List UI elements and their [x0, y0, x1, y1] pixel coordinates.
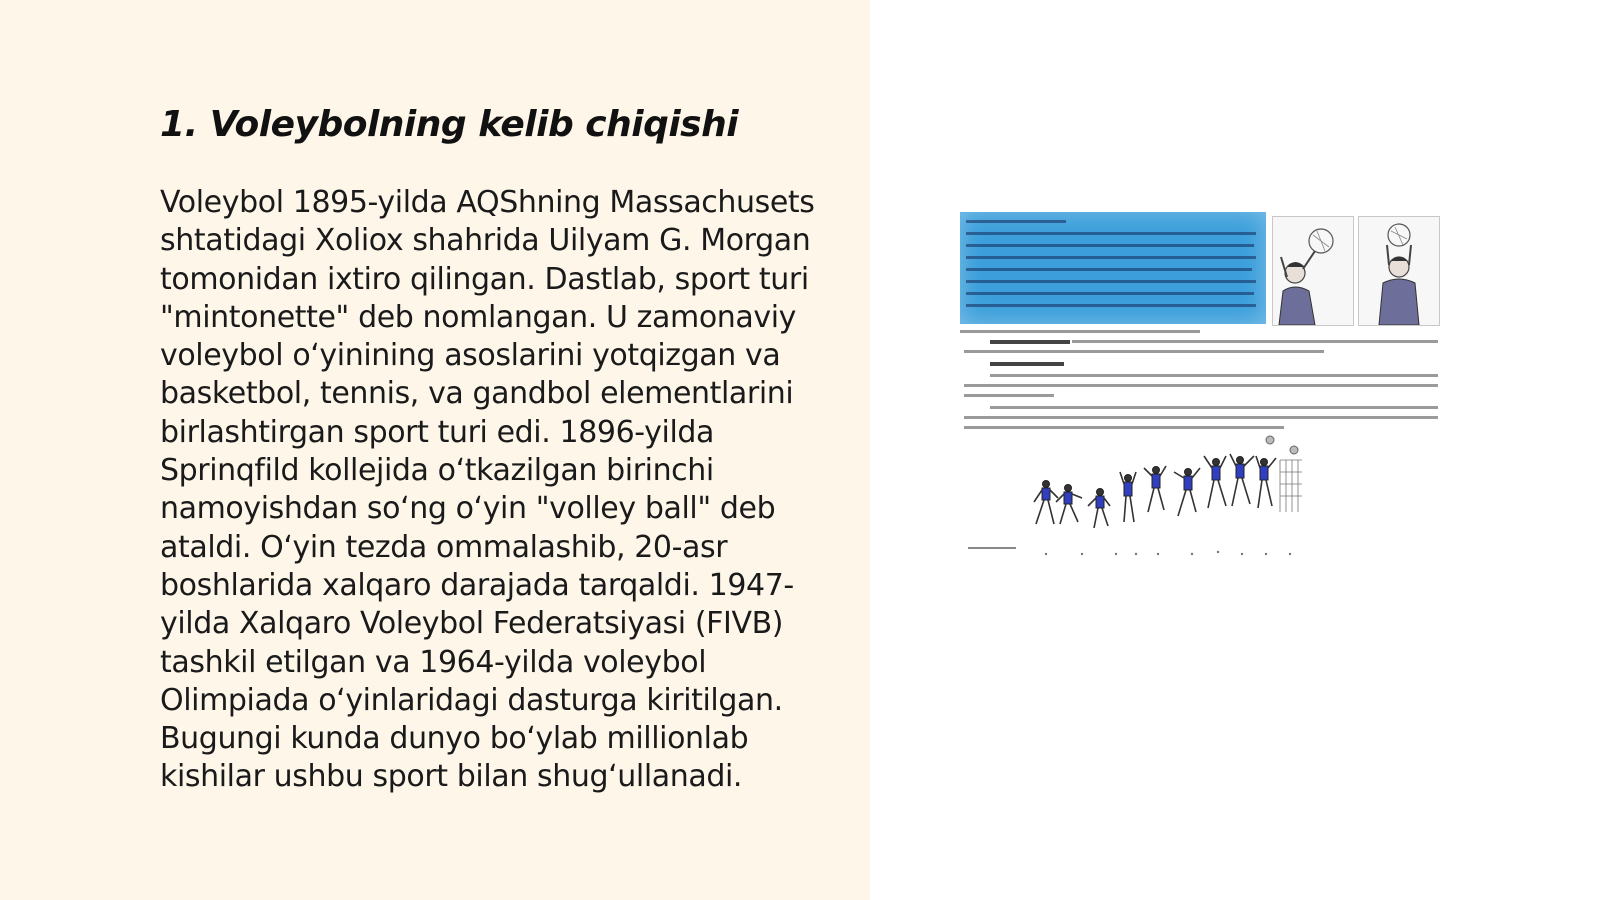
text-line [990, 406, 1438, 409]
frame-number-marks [1045, 551, 1291, 555]
text-line [964, 426, 1284, 429]
text-line [966, 220, 1066, 223]
text-line [964, 384, 1438, 387]
text-line [1072, 340, 1438, 343]
player-figures [1034, 454, 1276, 528]
text-line [966, 244, 1254, 247]
text-line [964, 350, 1324, 353]
spike-sequence-illustration [960, 432, 1440, 570]
text-line [966, 256, 1256, 259]
volleyball-net [1280, 460, 1302, 512]
text-line [960, 330, 1200, 333]
slide-body-text: Voleybol 1895-yilda AQShning Massachusets shtatidagi Xoliox shahrida Uilyam G. Morgan tomonidan ixtiro qilingan. Dastlab, sport turi "mintonette" deb nomlangan. U zamonaviy voleybol o‘yinining asoslarini yotqizgan va basketbol, tennis, va gandbol elementlarini birlashtirgan sport turi edi. 1896-yilda Sprinqfild kollejida o‘tkazilgan birinchi namoyishdan so‘ng o‘yin "volley ball" deb ataldi. O‘yin tezda ommalashib, 20-asr boshlarida xalqaro darajada tarqaldi. 1947-yilda Xalqaro Voleybol Federatsiyasi (FIVB) tashkil etilgan va 1964-yilda voleybol Olimpiada o‘yinlaridagi dasturga kiritilgan. Bugungi kunda dunyo bo‘ylab millionlab kishilar ushbu sport bilan shug‘ullanadi. [160, 185, 815, 795]
text-line [966, 292, 1254, 295]
ball-icon [1266, 436, 1274, 444]
ball-icon [1290, 446, 1298, 454]
paragraph-heading [990, 362, 1064, 366]
text-line [990, 374, 1438, 377]
slide-title: 1. Voleybolning kelib chiqishi [160, 104, 739, 145]
text-line [966, 232, 1256, 235]
text-line [964, 416, 1438, 419]
player-illustration-1 [1272, 216, 1354, 326]
text-line [966, 268, 1252, 271]
text-line [964, 394, 1054, 397]
text-line [966, 304, 1256, 307]
player-illustration-2 [1358, 216, 1440, 326]
textbook-page-image [960, 210, 1440, 570]
text-line [966, 280, 1256, 283]
paragraph-heading [990, 340, 1070, 344]
highlighted-paragraph-block [960, 212, 1266, 324]
